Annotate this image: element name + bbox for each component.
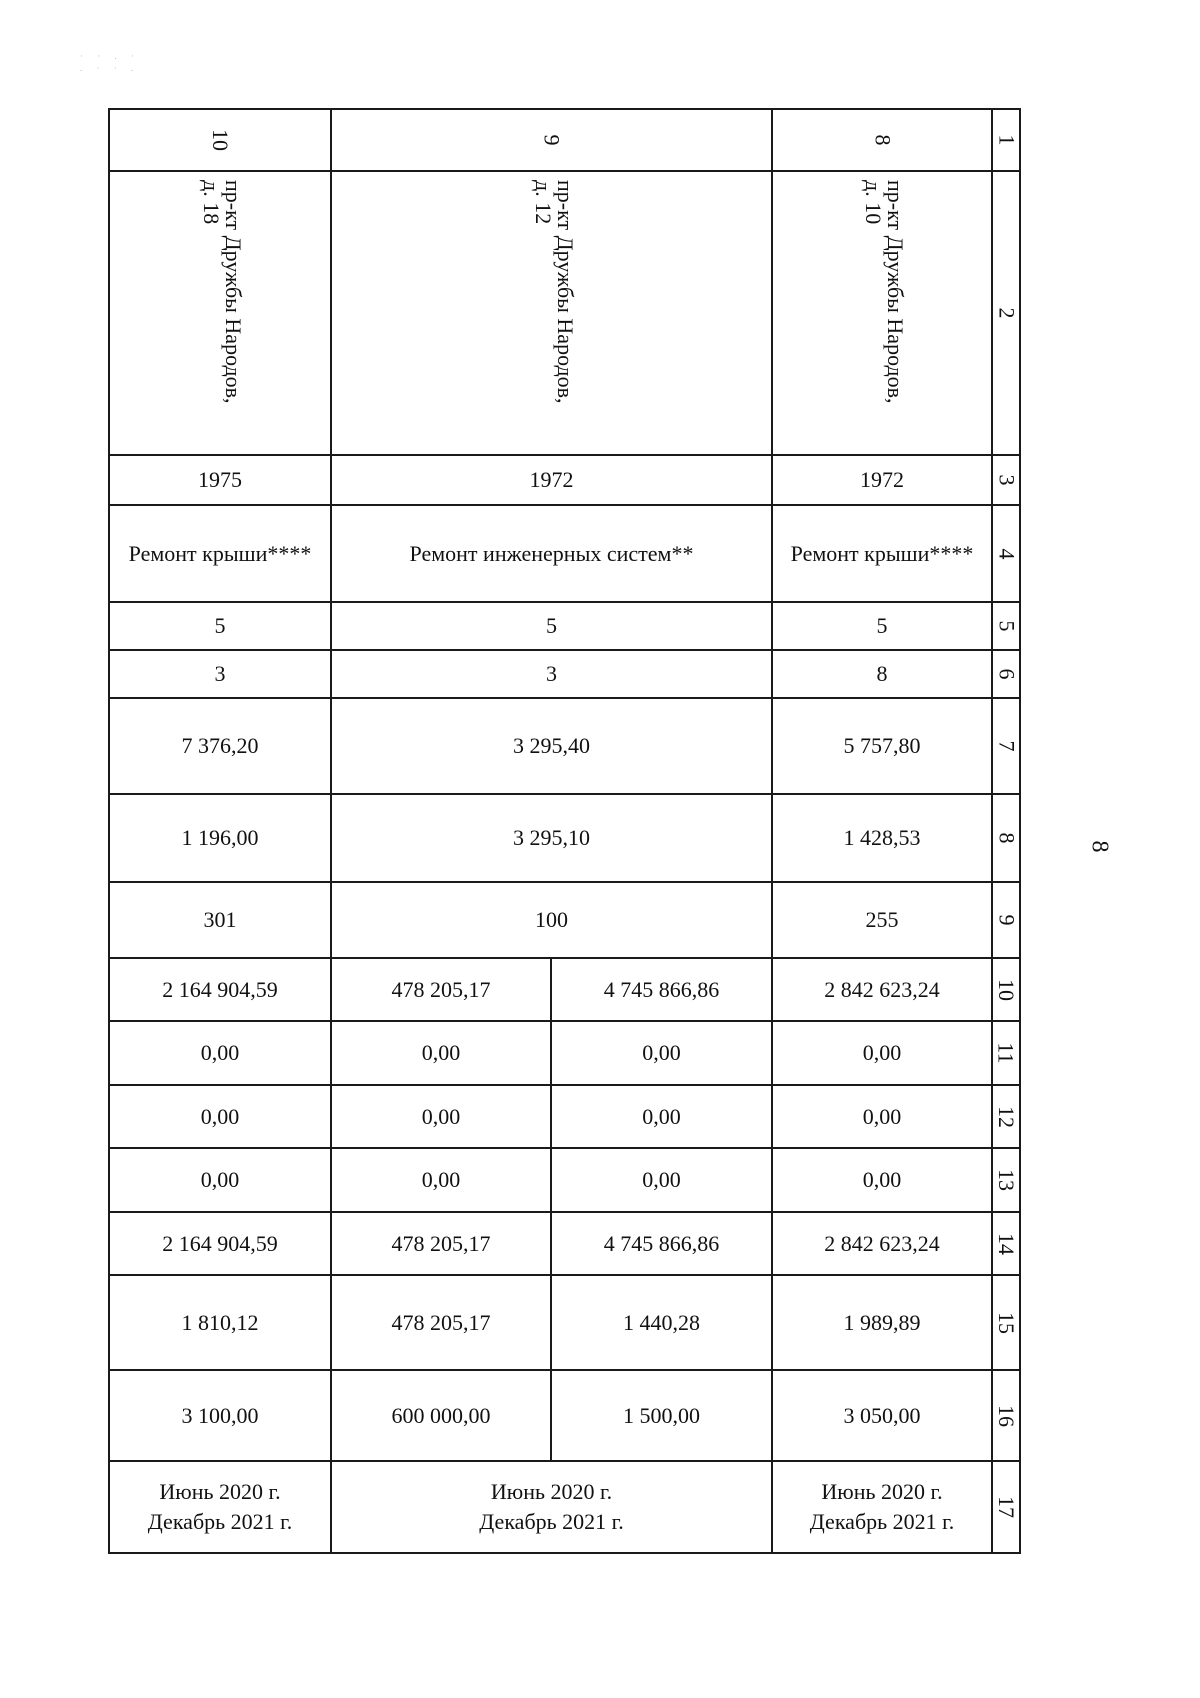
table-cell: 0,00: [772, 1148, 992, 1212]
work-type-cell: Ремонт крыши****: [772, 505, 992, 602]
table-cell: 3 050,00: [772, 1370, 992, 1461]
table-row: [109, 958, 1020, 1021]
address-line: пр-кт Дружбы Народов,: [883, 180, 908, 404]
table-cell: 0,00: [551, 1085, 772, 1148]
table-row: [109, 650, 1020, 698]
row-number: 7: [992, 698, 1020, 794]
period-start: Июнь 2020 г.: [159, 1479, 281, 1504]
table-cell: 1 989,89: [772, 1275, 992, 1370]
table-cell: 3: [109, 650, 331, 698]
table-row: [109, 1021, 1020, 1085]
address-line: д. 12: [530, 180, 556, 225]
period-cell: [331, 1461, 772, 1553]
row-number: 17: [992, 1461, 1020, 1553]
table-row: [109, 882, 1020, 958]
row-number: 6: [992, 650, 1020, 698]
table-cell: 301: [109, 882, 331, 958]
table-row: [109, 1085, 1020, 1148]
year-cell: 1972: [772, 455, 992, 505]
table-cell: 100: [331, 882, 772, 958]
table-cell: 2 842 623,24: [772, 958, 992, 1021]
table-cell: 3 295,40: [331, 698, 772, 794]
row-number: 9: [992, 882, 1020, 958]
table-cell: 1 500,00: [551, 1370, 772, 1461]
table-cell: 8: [772, 650, 992, 698]
table-cell: 0,00: [331, 1148, 551, 1212]
table-cell: 4 745 866,86: [551, 1212, 772, 1275]
table-cell: 478 205,17: [331, 958, 551, 1021]
year-cell: 1972: [331, 455, 772, 505]
table-cell: 478 205,17: [331, 1212, 551, 1275]
table-cell: 3 295,10: [331, 794, 772, 882]
table-cell: 1 428,53: [772, 794, 992, 882]
table-cell: 4 745 866,86: [551, 958, 772, 1021]
row-number: 8: [992, 794, 1020, 882]
period-start: Июнь 2020 г.: [821, 1479, 943, 1504]
col-header-8: 8: [772, 109, 992, 171]
table-cell: 255: [772, 882, 992, 958]
table-cell: 0,00: [109, 1148, 331, 1212]
address-cell: [109, 171, 331, 455]
table-row: [109, 794, 1020, 882]
address-line: пр-кт Дружбы Народов,: [552, 180, 578, 404]
table-cell: 2 164 904,59: [109, 1212, 331, 1275]
row-number: 11: [992, 1021, 1020, 1085]
table-cell: 5 757,80: [772, 698, 992, 794]
table-cell: 1 440,28: [551, 1275, 772, 1370]
table-cell: 0,00: [109, 1085, 331, 1148]
table-cell: 0,00: [772, 1021, 992, 1085]
table-row: [109, 109, 1020, 171]
table-cell: 3: [331, 650, 772, 698]
table-row: [109, 1148, 1020, 1212]
page-number: 8: [1086, 840, 1113, 853]
period-end: Декабрь 2021 г.: [147, 1509, 293, 1534]
col-header-9: 9: [331, 109, 772, 171]
table-cell: 0,00: [331, 1085, 551, 1148]
table-cell: 0,00: [551, 1148, 772, 1212]
table-cell: 1 196,00: [109, 794, 331, 882]
row-number: 12: [992, 1085, 1020, 1148]
period-start: Июнь 2020 г.: [490, 1479, 613, 1504]
table-cell: 1 810,12: [109, 1275, 331, 1370]
table-row: [109, 1370, 1020, 1461]
row-number: 4: [992, 505, 1020, 602]
table-cell: 0,00: [772, 1085, 992, 1148]
table-row: [109, 455, 1020, 505]
table-cell: 0,00: [331, 1021, 551, 1085]
row-number: 1: [992, 109, 1020, 171]
table-cell: 5: [772, 602, 992, 650]
table-cell: 5: [331, 602, 772, 650]
work-type-cell: Ремонт инженерных систем**: [331, 505, 772, 602]
period-cell: [109, 1461, 331, 1553]
table-cell: 2 164 904,59: [109, 958, 331, 1021]
table-cell: 478 205,17: [331, 1275, 551, 1370]
table-row: [109, 171, 1020, 455]
row-number: 2: [992, 171, 1020, 455]
row-number: 14: [992, 1212, 1020, 1275]
scan-artifact: · · . · . · · .: [80, 51, 140, 73]
col-header-10: 10: [109, 109, 331, 171]
table-row: [109, 1461, 1020, 1553]
table-cell: 5: [109, 602, 331, 650]
table-cell: 0,00: [551, 1021, 772, 1085]
row-number: 10: [992, 958, 1020, 1021]
address-line: пр-кт Дружбы Народов,: [221, 180, 246, 404]
period-cell: [772, 1461, 992, 1553]
period-end: Декабрь 2021 г.: [479, 1509, 624, 1534]
table-cell: 0,00: [109, 1021, 331, 1085]
work-type-cell: Ремонт крыши****: [109, 505, 331, 602]
table-cell: 3 100,00: [109, 1370, 331, 1461]
row-number: 15: [992, 1275, 1020, 1370]
row-number: 13: [992, 1148, 1020, 1212]
row-number: 3: [992, 455, 1020, 505]
address-cell: [772, 171, 992, 455]
address-cell: [331, 171, 772, 455]
row-number: 16: [992, 1370, 1020, 1461]
year-cell: 1975: [109, 455, 331, 505]
table-row: [109, 505, 1020, 602]
table-cell: 2 842 623,24: [772, 1212, 992, 1275]
table-row: [109, 1275, 1020, 1370]
row-number: 5: [992, 602, 1020, 650]
address-line: д. 10: [861, 180, 886, 225]
period-end: Декабрь 2021 г.: [809, 1509, 955, 1534]
table-cell: 7 376,20: [109, 698, 331, 794]
repair-table: [108, 108, 1021, 1554]
address-line: д. 18: [199, 180, 224, 225]
table-row: [109, 602, 1020, 650]
table-row: [109, 698, 1020, 794]
table-cell: 600 000,00: [331, 1370, 551, 1461]
table-row: [109, 1212, 1020, 1275]
